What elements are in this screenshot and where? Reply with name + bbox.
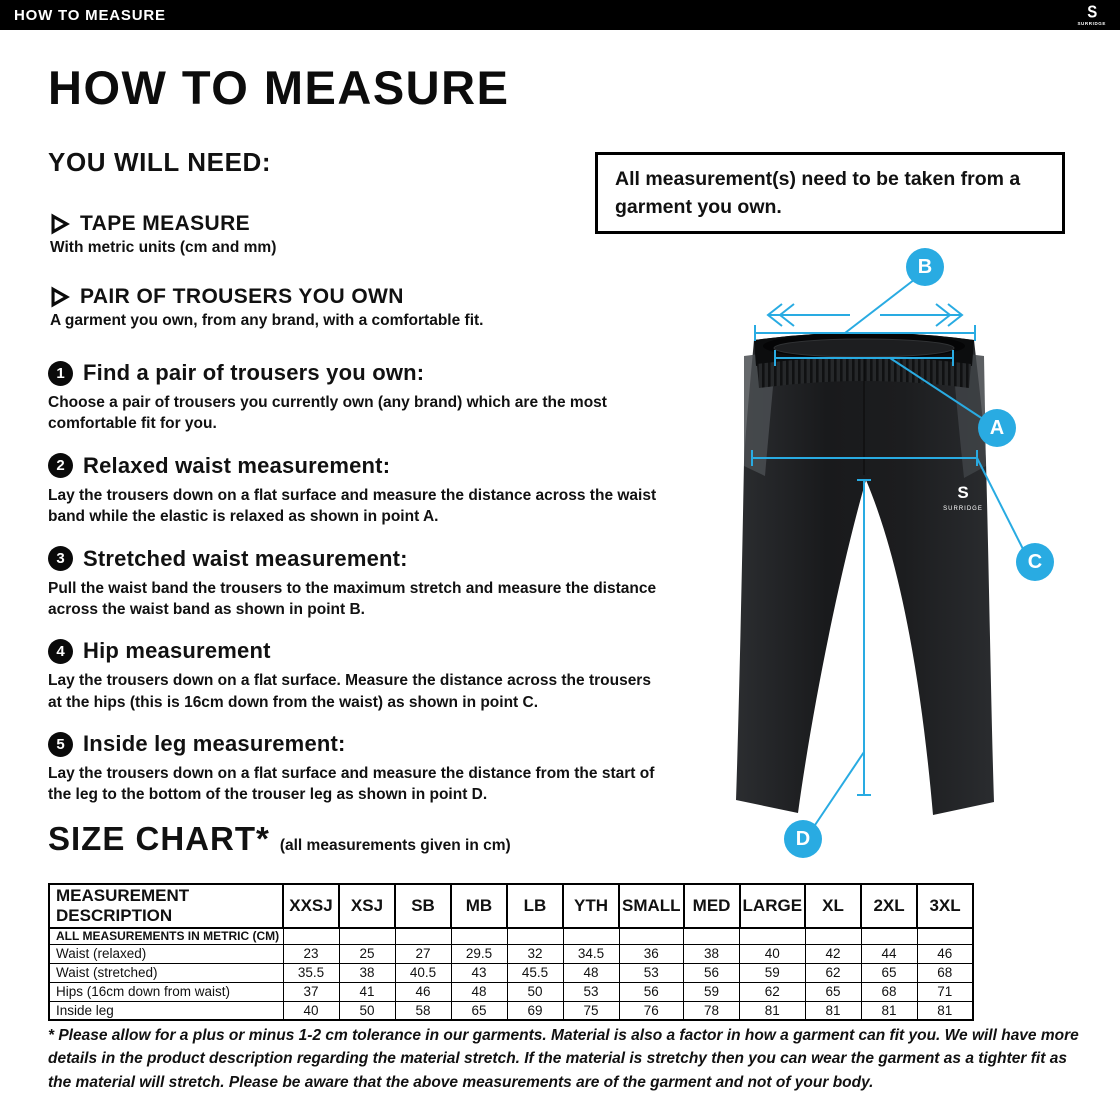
point-a-badge: A — [978, 409, 1016, 447]
step-title: Inside leg measurement: — [83, 731, 346, 756]
surridge-logo-text: SURRIDGE — [1077, 21, 1106, 27]
step-3 — [48, 546, 658, 621]
table-row-waist-relaxed — [49, 944, 973, 963]
row-label: Waist (relaxed) — [49, 944, 283, 963]
table-cell: 40.5 — [395, 963, 451, 982]
table-cell: 32 — [507, 944, 563, 963]
table-cell: 38 — [339, 963, 395, 982]
size-chart-table — [48, 883, 974, 1021]
surridge-logo — [1077, 3, 1106, 27]
step-title: Relaxed waist measurement: — [83, 452, 391, 478]
step-number-badge: 5 — [48, 732, 73, 757]
top-bar — [0, 0, 1120, 30]
table-cell: 43 — [451, 963, 507, 982]
table-cell: 29.5 — [451, 944, 507, 963]
table-cell: 44 — [861, 944, 917, 963]
table-row-hips — [49, 982, 973, 1001]
steps-list — [48, 360, 658, 824]
table-cell: 35.5 — [283, 963, 339, 982]
empty-cell — [619, 928, 684, 944]
you-will-need-heading: YOU WILL NEED: — [48, 147, 272, 177]
table-cell: 65 — [861, 963, 917, 982]
step-head — [48, 546, 658, 572]
step-description: Lay the trousers down on a flat surface. Measure the distance across the trousers at the hips (this is 16cm down from the waist) as shown in point C. — [48, 672, 651, 711]
measurement-note-text: All measurement(s) need to be taken from a garment you own. — [615, 168, 1021, 218]
size-header-cell: XSJ — [339, 884, 395, 928]
table-cell: 50 — [339, 1001, 395, 1020]
step-4 — [48, 638, 658, 713]
size-header-cell: 3XL — [917, 884, 973, 928]
table-cell: 62 — [740, 982, 806, 1001]
need-item-description: A garment you own, from any brand, with a comfortable fit. — [50, 312, 484, 329]
size-chart-heading — [48, 820, 511, 858]
garment-logo-mark-icon: S — [957, 483, 969, 502]
table-cell: 46 — [395, 982, 451, 1001]
table-cell: 41 — [339, 982, 395, 1001]
need-item-title: TAPE MEASURE — [80, 212, 251, 235]
step-description: Pull the waist band the trousers to the maximum stretch and measure the distance across the waist band as shown in point B. — [48, 579, 657, 618]
table-cell: 50 — [507, 982, 563, 1001]
step-head — [48, 638, 658, 664]
step-number-badge: 3 — [48, 546, 73, 571]
step-title: Find a pair of trousers you own: — [83, 360, 425, 385]
top-bar-title: HOW TO MEASURE — [14, 6, 166, 24]
garment-logo-text: SURRIDGE — [943, 506, 983, 512]
row-label: Inside leg — [49, 1001, 283, 1020]
size-header-cell: 2XL — [861, 884, 917, 928]
table-row-waist-stretched — [49, 963, 973, 982]
size-header-cell: MED — [684, 884, 740, 928]
play-triangle-icon — [48, 213, 70, 235]
table-cell: 53 — [563, 982, 619, 1001]
table-cell: 23 — [283, 944, 339, 963]
step-head — [48, 453, 658, 479]
table-cell: 81 — [805, 1001, 861, 1020]
table-cell: 48 — [451, 982, 507, 1001]
table-cell: 36 — [619, 944, 684, 963]
table-cell: 56 — [619, 982, 684, 1001]
trousers-figure — [690, 240, 1110, 870]
size-header-cell: YTH — [563, 884, 619, 928]
empty-cell — [805, 928, 861, 944]
table-cell: 81 — [861, 1001, 917, 1020]
table-row-inside-leg — [49, 1001, 973, 1020]
empty-cell — [563, 928, 619, 944]
table-cell: 42 — [805, 944, 861, 963]
table-cell: 76 — [619, 1001, 684, 1020]
table-cell: 56 — [684, 963, 740, 982]
empty-cell — [740, 928, 806, 944]
step-head — [48, 731, 658, 757]
step-description: Choose a pair of trousers you currently own (any brand) which are the most comfortable fit for you. — [48, 394, 607, 433]
table-cell: 59 — [740, 963, 806, 982]
table-cell: 37 — [283, 982, 339, 1001]
need-item-head — [48, 285, 608, 309]
empty-cell — [917, 928, 973, 944]
measurement-note-box — [595, 152, 1065, 234]
step-5 — [48, 731, 658, 806]
empty-cell — [339, 928, 395, 944]
table-cell: 69 — [507, 1001, 563, 1020]
tolerance-footnote: * Please allow for a plus or minus 1-2 cm tolerance in our garments. Material is also a factor in how a garment can fit you. We will have more details in the product description regarding the material stretch. If the material is stretchy then you can wear the garment as a tighter fit as the material will stretch. Please be aware that the above measurements are of the garment and not of your body. — [48, 1027, 1079, 1091]
surridge-logo-mark-icon: S — [1087, 2, 1097, 23]
size-header-cell: XXSJ — [283, 884, 339, 928]
table-cell: 78 — [684, 1001, 740, 1020]
size-header-cell: MB — [451, 884, 507, 928]
table-cell: 58 — [395, 1001, 451, 1020]
table-header-row — [49, 884, 973, 928]
table-cell: 68 — [917, 963, 973, 982]
need-item-head — [48, 212, 608, 236]
empty-cell — [507, 928, 563, 944]
table-cell: 38 — [684, 944, 740, 963]
play-triangle-icon — [48, 286, 70, 308]
step-number-badge: 4 — [48, 639, 73, 664]
size-header-cell: LARGE — [740, 884, 806, 928]
row-label: Hips (16cm down from waist) — [49, 982, 283, 1001]
you-will-need-section — [48, 147, 608, 358]
empty-cell — [684, 928, 740, 944]
step-title: Hip measurement — [83, 638, 271, 664]
table-cell: 81 — [740, 1001, 806, 1020]
table-cell: 48 — [563, 963, 619, 982]
page-title: HOW TO MEASURE — [48, 61, 510, 114]
size-header-cell: SB — [395, 884, 451, 928]
point-d-badge: D — [784, 820, 822, 858]
table-header-description: MEASUREMENT DESCRIPTION — [49, 884, 283, 928]
table-cell: 45.5 — [507, 963, 563, 982]
table-cell: 65 — [805, 982, 861, 1001]
table-cell: 40 — [740, 944, 806, 963]
step-head — [48, 360, 658, 386]
point-b-leader-line — [845, 276, 919, 333]
size-chart-subtitle: (all measurements given in cm) — [279, 837, 511, 854]
step-number-badge: 2 — [48, 453, 73, 478]
need-item-title: PAIR OF TROUSERS YOU OWN — [80, 285, 404, 308]
empty-cell — [283, 928, 339, 944]
size-chart-title: SIZE CHART* — [48, 820, 270, 857]
point-b-badge: B — [906, 248, 944, 286]
point-c-badge: C — [1016, 543, 1054, 581]
stretch-arrow-right-icon — [880, 304, 962, 326]
size-header-cell: SMALL — [619, 884, 684, 928]
metric-note-row — [49, 928, 973, 944]
step-description: Lay the trousers down on a flat surface and measure the distance across the waist band while the elastic is relaxed as shown in point A. — [48, 486, 657, 526]
size-header-cell: XL — [805, 884, 861, 928]
empty-cell — [861, 928, 917, 944]
need-item-trousers — [48, 285, 608, 330]
row-label: Waist (stretched) — [49, 963, 283, 982]
table-cell: 40 — [283, 1001, 339, 1020]
step-number-badge: 1 — [48, 361, 73, 386]
table-cell: 68 — [861, 982, 917, 1001]
table-cell: 81 — [917, 1001, 973, 1020]
point-d-leader-line — [813, 752, 864, 828]
table-cell: 46 — [917, 944, 973, 963]
step-description: Lay the trousers down on a flat surface and measure the distance from the start of the leg to the bottom of the trouser leg as shown in point D. — [48, 765, 655, 804]
empty-cell — [395, 928, 451, 944]
step-title: Stretched waist measurement: — [83, 545, 408, 571]
empty-cell — [451, 928, 507, 944]
step-2 — [48, 453, 658, 528]
metric-note-cell: ALL MEASUREMENTS IN METRIC (CM) — [49, 928, 283, 944]
stretch-arrow-left-icon — [768, 304, 850, 326]
size-header-cell: LB — [507, 884, 563, 928]
table-cell: 75 — [563, 1001, 619, 1020]
need-item-tape-measure — [48, 212, 608, 257]
table-cell: 25 — [339, 944, 395, 963]
table-cell: 65 — [451, 1001, 507, 1020]
table-cell: 71 — [917, 982, 973, 1001]
table-cell: 34.5 — [563, 944, 619, 963]
table-cell: 27 — [395, 944, 451, 963]
table-cell: 53 — [619, 963, 684, 982]
table-cell: 62 — [805, 963, 861, 982]
table-cell: 59 — [684, 982, 740, 1001]
need-item-description: With metric units (cm and mm) — [50, 239, 277, 256]
step-1 — [48, 360, 658, 435]
inside-leg-line — [857, 480, 871, 795]
